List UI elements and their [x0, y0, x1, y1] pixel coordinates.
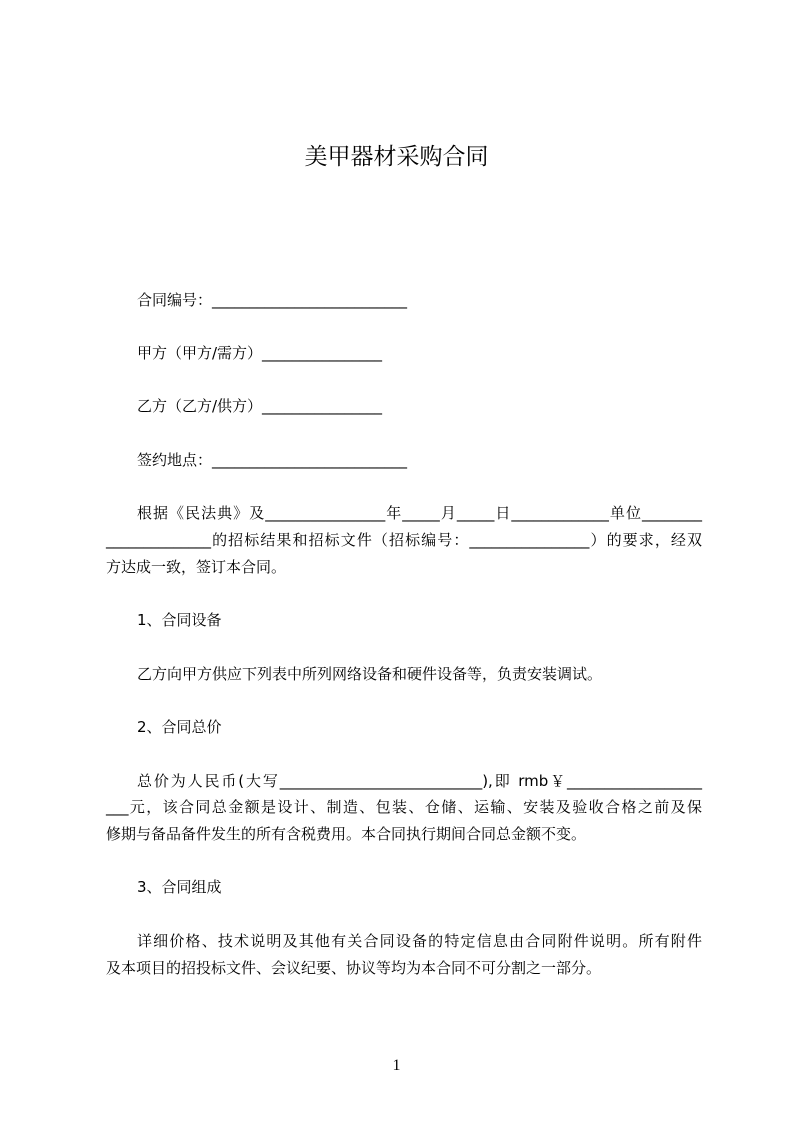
text-line: 1、合同设备: [137, 611, 222, 630]
text-line: 签约地点：__________________________: [137, 450, 408, 469]
intro-paragraph: [106, 500, 702, 580]
text-line: 方达成一致，签订本合同。: [106, 557, 287, 576]
section-body: [106, 928, 702, 981]
text-line: 乙方向甲方供应下列表中所列网络设备和硬件设备等，负责安装调试。: [137, 664, 603, 683]
party-a-field: [106, 340, 702, 367]
section-contract-equipment: [106, 607, 702, 687]
text-line: 详细价格、技术说明及其他有关合同设备的特定信息由合同附件说明。所有附件: [137, 931, 702, 950]
text-line: 乙方（乙方/供方）________________: [137, 397, 383, 416]
section-body: [106, 768, 702, 848]
text-line: 3、合同组成: [137, 878, 222, 897]
section-heading: [106, 607, 702, 634]
document-title: 美甲器材采购合同: [304, 144, 489, 170]
page-number: 1: [392, 1057, 401, 1074]
text-line: ______________的招标结果和招标文件（招标编号：________________）的要求，经双: [106, 531, 702, 550]
text-line: 合同编号：__________________________: [137, 290, 408, 309]
contract-number-field: [106, 287, 702, 314]
signing-place-field: [106, 447, 702, 474]
text-line: 2、合同总价: [137, 718, 222, 737]
document-body: [106, 287, 702, 982]
text-line: 甲方（甲方/需方）________________: [137, 344, 383, 363]
party-b-field: [106, 393, 702, 420]
section-body: [106, 661, 702, 688]
text-line: 总价为人民币(大写___________________________),即 rmb￥__________________: [137, 771, 702, 790]
text-line: 及本项目的招投标文件、会议纪要、协议等均为本合同不可分割之一部分。: [106, 958, 602, 977]
text-line: 根据《民法典》及________________年_____月_____日_____________单位________: [137, 504, 702, 523]
text-line: ___元，该合同总金额是设计、制造、包装、仓储、运输、安装及验收合格之前及保: [106, 798, 702, 817]
section-contract-composition: [106, 874, 702, 981]
text-line: 修期与备品备件发生的所有含税费用。本合同执行期间合同总金额不变。: [106, 824, 587, 843]
section-heading: [106, 714, 702, 741]
section-heading: [106, 874, 702, 901]
section-total-price: [106, 714, 702, 848]
